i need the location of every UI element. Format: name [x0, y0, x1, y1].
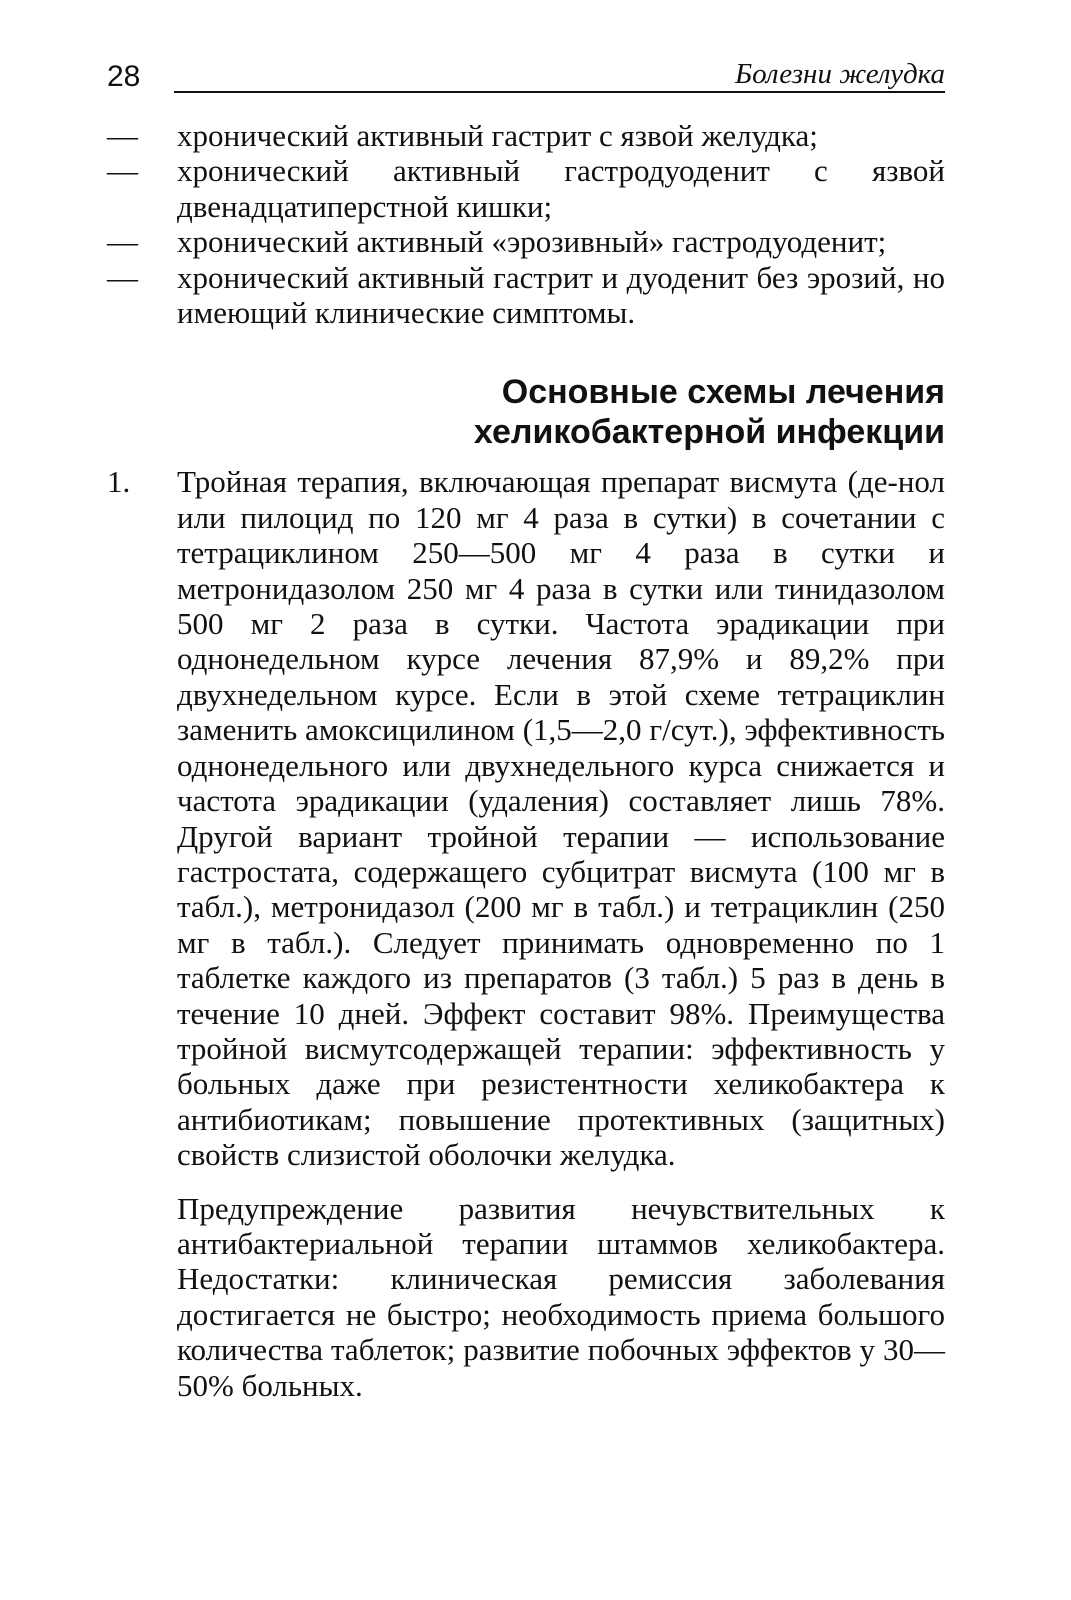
running-header	[107, 50, 945, 98]
section-heading	[107, 372, 945, 452]
list-item-text: хронический активный гастродуоденит с язвой двенадцатиперстной кишки;	[177, 153, 945, 224]
paragraph: Предупреждение развития нечувствительных к антибактериальной терапии штаммов хеликобактера. Недостатки: клиническая ремиссия заболевания достигается не быстро; необходимость приема большого количества таблеток; развитие побочных эффектов у 30—50% больных.	[177, 1190, 945, 1403]
section-heading-line: хеликобактерной инфекции	[473, 413, 945, 452]
page-number: 28	[107, 60, 141, 93]
item-number: 1.	[107, 464, 131, 500]
section-heading-line: Основные схемы лечения	[501, 373, 945, 412]
dash-marker: —	[107, 153, 138, 189]
header-rule	[174, 91, 945, 93]
dash-marker: —	[107, 118, 138, 153]
dash-marker: —	[107, 259, 138, 295]
list-item	[107, 224, 945, 259]
page-content	[107, 118, 945, 1403]
list-item-text: хронический активный гастрит с язвой желудка;	[177, 118, 818, 153]
list-item	[107, 153, 945, 224]
list-item-text: хронический активный гастрит и дуоденит без эрозий, но имеющий клинические симптомы.	[177, 259, 945, 331]
list-item	[107, 118, 945, 153]
numbered-item	[107, 464, 945, 1172]
list-item	[107, 260, 945, 331]
running-title: Болезни желудка	[735, 58, 945, 90]
dash-marker: —	[107, 224, 138, 260]
numbered-item-text: Тройная терапия, включающая препарат висмута (де-нол или пилоцид по 120 мг 4 раза в сутки) в сочетании с тетрациклином 250—500 мг 4 раза в сутки и метронидазолом 250 мг 4 раза в сутки или тинидазолом 500 мг 2 раза в сутки. Частота эрадикации при однонедельном курсе лечения 87,9% и 89,2% при двухнедельном курсе. Если в этой схеме тетрациклин заменить амоксицилином (1,5—2,0 г/сут.), эффективность однонедельного или двухнедельного курса снижается и частота эрадикации (удаления) составляет лишь 78%. Другой вариант тройной терапии — использование гастростата, содержащего субцитрат висмута (100 мг в табл.), метронидазол (200 мг в табл.) и тетрациклин (250 мг в табл.). Следует принимать одновременно по 1 таблетке каждого из препаратов (3 табл.) 5 раз в день в течение 10 дней. Эффект составит 98%. Преимущества тройной висмутсодержащей терапии: эффективность у больных даже при резистентности хеликобактера к антибиотикам; повышение протективных (защитных) свойств слизистой оболочки желудка.	[177, 464, 945, 1173]
list-item-text: хронический активный «эрозивный» гастродуоденит;	[177, 224, 887, 260]
dash-list	[107, 118, 945, 330]
